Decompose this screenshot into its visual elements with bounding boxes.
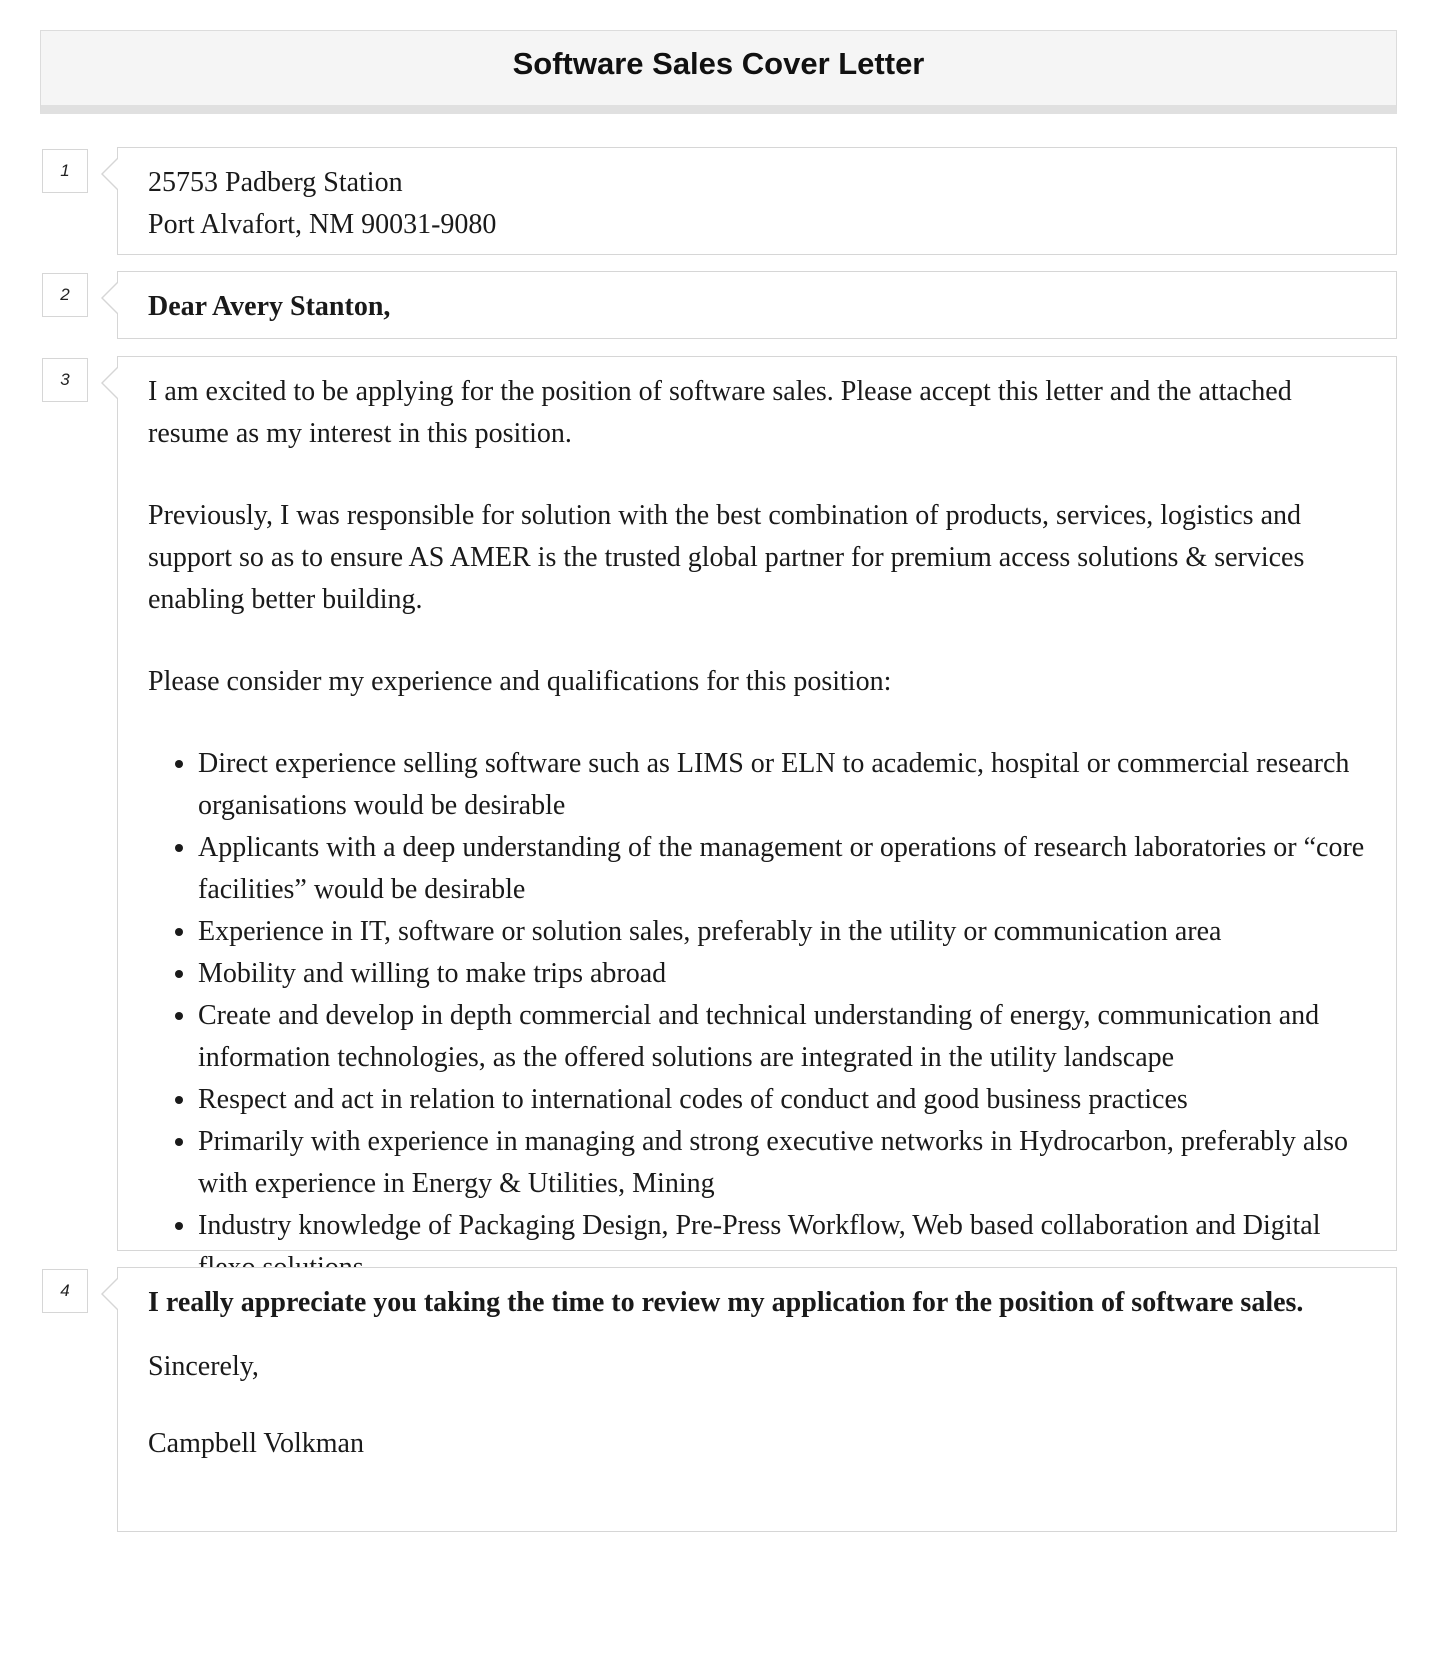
section-number: 2 <box>42 273 88 317</box>
list-item: • Primarily with experience in managing and strong executive networks in Hydrocarbon, preferably also with experience in Energy & Utilities, Mining <box>198 1121 1366 1205</box>
body-block <box>117 356 1397 1251</box>
qualifications-list <box>148 743 1366 1289</box>
address-line-1: 25753 Padberg Station <box>148 167 403 198</box>
section-number: 4 <box>42 1269 88 1313</box>
list-item: • Experience in IT, software or solution sales, preferably in the utility or communication area <box>198 911 1366 953</box>
list-item: • Respect and act in relation to international codes of conduct and good business practices <box>198 1079 1366 1121</box>
list-item: • Mobility and willing to make trips abroad <box>198 953 1366 995</box>
list-item: • Applicants with a deep understanding of the management or operations of research laboratories or “core facilities” would be desirable <box>198 827 1366 911</box>
signature-name: Campbell Volkman <box>148 1428 364 1459</box>
intro-paragraph: I am excited to be applying for the position of software sales. Please accept this letter and the attached resume as my interest in this position. <box>148 376 1292 449</box>
list-item: • Create and develop in depth commercial and technical understanding of energy, communication and information technologies, as the offered solutions are integrated in the utility landscape <box>198 995 1366 1079</box>
closing-block <box>117 1267 1397 1532</box>
signoff-text: Sincerely, <box>148 1351 259 1382</box>
section-number: 3 <box>42 358 88 402</box>
document-header <box>40 30 1397 114</box>
address-block <box>117 147 1397 255</box>
salutation-block <box>117 271 1397 339</box>
list-item: • Direct experience selling software such as LIMS or ELN to academic, hospital or commercial research organisations would be desirable <box>198 743 1366 827</box>
section-number: 1 <box>42 149 88 193</box>
previous-experience-paragraph: Previously, I was responsible for solution with the best combination of products, services, logistics and support so as to ensure AS AMER is the trusted global partner for premium access solutions & services enabling better building. <box>148 500 1305 615</box>
page-title: Software Sales Cover Letter <box>512 46 925 81</box>
consider-paragraph: Please consider my experience and qualifications for this position: <box>148 666 892 697</box>
list-item: • Industry knowledge of Packaging Design, Pre-Press Workflow, Web based collaboration and Digital <box>198 1205 1366 1289</box>
closing-paragraph: I really appreciate you taking the time to review my application for the position of software sales. <box>148 1287 1304 1318</box>
address-line-2: Port Alvafort, NM 90031-9080 <box>148 209 497 240</box>
salutation-text: Dear Avery Stanton, <box>148 291 391 322</box>
